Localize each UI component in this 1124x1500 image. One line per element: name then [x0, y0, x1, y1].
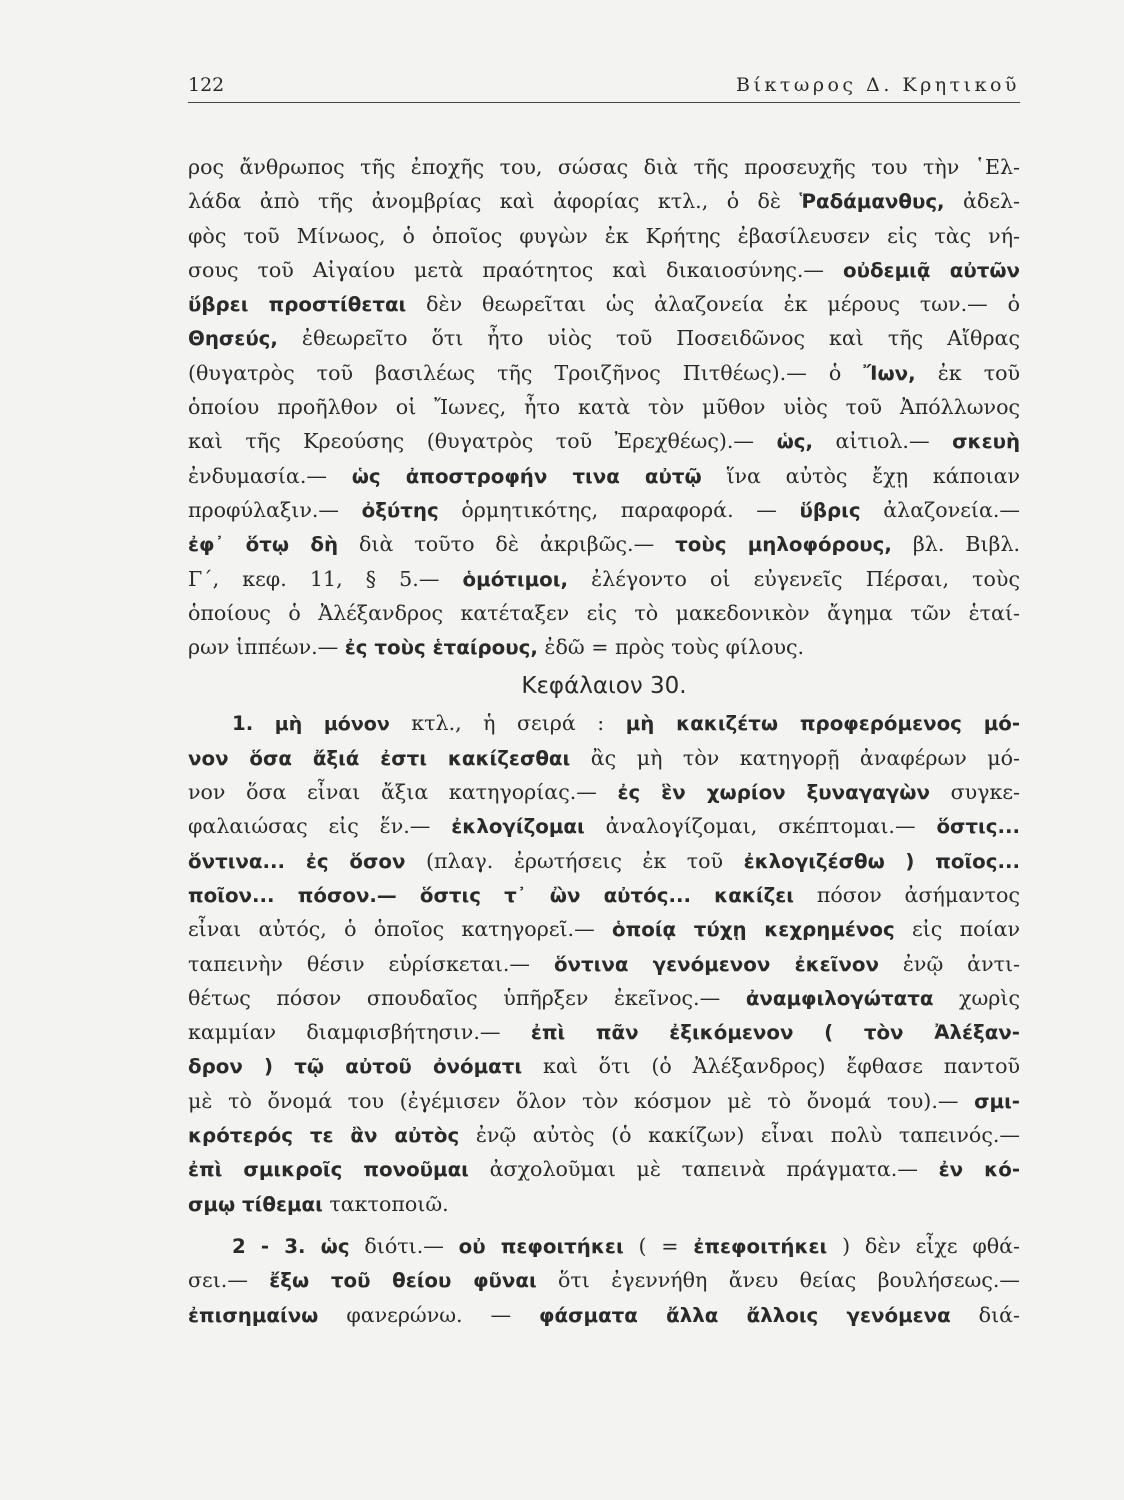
chapter-heading: Κεφάλαιον 30. [521, 673, 687, 700]
term: ἐφ᾿ ὅτῳ δὴ [188, 533, 339, 557]
text-line: δρον ) τῷ αὐτοῦ ὀνόματι καὶ ὅτι (ὁ Ἀλέξανδρος) ἔφθασε παντοῦ [188, 1054, 1020, 1079]
term: ὁμότιμοι, [462, 567, 568, 591]
term: μὴ μόνον [274, 713, 390, 736]
text-line: ὁποίους ὁ Ἀλέξανδρος κατέταξεν εἰς τὸ μακεδονικὸν ἄγημα τῶν ἑταί- [188, 600, 1020, 625]
term: 2 - 3. ὡς [232, 1234, 350, 1258]
term: ὀξύτης [361, 498, 439, 522]
term: ὕβρει προστίθεται [188, 293, 407, 317]
text-line: ταπεινὴν θέσιν εὑρίσκεται.— ὅντινα γενόμενον ἐκεῖνον ἐνῷ ἀντι- [188, 951, 1020, 976]
text-line: σμῳ τίθεμαι τακτοποιῶ. [188, 1191, 449, 1216]
term: 1. [232, 712, 254, 736]
term: τοὺς μηλοφόρους, [675, 533, 892, 557]
text-line: ρων ἱππέων.— ἐς τοὺς ἑταίρους, ἐδῶ = πρὸς τοὺς φίλους. [188, 635, 805, 660]
text-line: νον ὅσα ἄξιά ἐστι κακίζεσθαι ἂς μὴ τὸν κατηγορῇ ἀναφέρων μό- [188, 745, 1020, 770]
text-line: λάδα ἀπὸ τῆς ἀνομβρίας καὶ ἀφορίας κτλ., ὁ δὲ Ῥαδάμανθυς, ἀδελ- [188, 189, 1020, 214]
term: μὴ κακιζέτω προφερόμενος μό- [625, 712, 1020, 736]
term: Ῥαδάμανθυς, [799, 190, 945, 214]
term: οὐδεμιᾷ αὐτῶν [843, 258, 1020, 282]
text-line: ἐφ᾿ ὅτῳ δὴ διὰ τοῦτο δὲ ἀκριβῶς.— τοὺς μηλοφόρους, βλ. Βιβλ. [188, 532, 1020, 557]
term: ἐν κό- [938, 1158, 1020, 1182]
term: ὅντινα... ἐς ὅσον [188, 849, 406, 873]
term: ἐπισημαίνω [188, 1303, 319, 1327]
text-line: ρος ἄνθρωπος τῆς ἐποχῆς του, σώσας διὰ τῆς προσευχῆς του τὴν ῾Ελ- [188, 155, 1020, 179]
term: ἀναμφιλογώτατα [745, 986, 934, 1010]
running-title: Βίκτωρος Δ. Κρητικοῦ [736, 74, 1020, 96]
text-line: φαλαιώσας εἰς ἕν.— ἐκλογίζομαι ἀναλογίζομαι, σκέπτομαι.— ὅστις... [188, 814, 1020, 839]
term: ἐπὶ σμικροῖς πονοῦμαι [188, 1158, 469, 1182]
term: ὕβρις [799, 498, 861, 522]
text-line: ὁποίου προῆλθον οἱ Ἴωνες, ἦτο κατὰ τὸν μῦθον υἱὸς τοῦ Ἀπόλλωνος [188, 395, 1020, 420]
page-number: 122 [188, 74, 225, 96]
term: ἐπὶ πᾶν ἐξικόμενον ( τὸν Ἀλέξαν- [530, 1021, 1020, 1045]
body-text [188, 150, 1020, 1332]
page-header [188, 72, 1020, 103]
text-line: ποῖον... πόσον.— ὅστις τ᾿ ὢν αὐτός... κακίζει πόσον ἀσήμαντος [188, 882, 1020, 907]
text-line: Γ΄, κεφ. 11, § 5.— ὁμότιμοι, ἐλέγοντο οἱ εὐγενεῖς Πέρσαι, τοὺς [188, 566, 1020, 591]
term: ἐκλογιζέσθω [743, 849, 885, 873]
text-line: ἐπὶ σμικροῖς πονοῦμαι ἀσχολοῦμαι μὲ ταπεινὰ πράγματα.— ἐν κό- [188, 1157, 1020, 1182]
text-line: κρότερός τε ἂν αὐτὸς ἐνῷ αὐτὸς (ὁ κακίζων) εἶναι πολὺ ταπεινός.— [188, 1123, 1020, 1148]
text-line: σους τοῦ Αἰγαίου μετὰ πραότητος καὶ δικαιοσύνης.— οὐδεμιᾷ αὐτῶν [188, 257, 1020, 282]
term: ὅντινα γενόμενον ἐκεῖνον [553, 952, 879, 976]
term: σκευὴ [952, 430, 1020, 454]
term: οὐ πεφοιτήκει [458, 1234, 624, 1258]
text-line: 1. μὴ μόνον κτλ., ἡ σειρά : μὴ κακιζέτω προφερόμενος μό- [232, 711, 1020, 736]
term: ὡς, [776, 430, 813, 454]
term: ὁποίᾳ τύχῃ κεχρημένος [612, 918, 895, 942]
term: ὅστις... [936, 815, 1020, 839]
term: σμῳ τίθεμαι [188, 1192, 323, 1216]
text-line: ἐνδυμασία.— ὡς ἀποστροφήν τινα αὐτῷ ἵνα αὐτὸς ἔχῃ κάποιαν [188, 463, 1020, 488]
term: φάσματα ἄλλα ἄλλοις γενόμενα [539, 1303, 951, 1327]
text-line: σει.— ἔξω τοῦ θείου φῦναι ὅτι ἐγεννήθη ἄνευ θείας βουλήσεως.— [188, 1268, 1020, 1293]
text-line: (θυγατρὸς τοῦ βασιλέως τῆς Τροιζῆνος Πιτθέως).— ὁ Ἴων, ἐκ τοῦ [188, 360, 1020, 385]
text-line: εἶναι αὐτός, ὁ ὁποῖος κατηγορεῖ.— ὁποίᾳ τύχῃ κεχρημένος εἰς ποίαν [188, 917, 1020, 942]
text-line: μὲ τὸ ὄνομά του (ἐγέμισεν ὅλον τὸν κόσμον μὲ τὸ ὄνομά του).— σμι- [188, 1088, 1020, 1113]
text-line: ἐπισημαίνω φανερώνω. — φάσματα ἄλλα ἄλλοις γενόμενα διά- [188, 1302, 1020, 1327]
text-line: 2 - 3. ὡς διότι.— οὐ πεφοιτήκει ( = ἐπεφοιτήκει ) δὲν εἶχε φθά- [232, 1233, 1020, 1258]
term: Θησεύς, [188, 327, 278, 351]
text-line: προφύλαξιν.— ὀξύτης ὁρμητικότης, παραφορά. — ὕβρις ἀλαζονεία.— [188, 497, 1020, 522]
term: σμι- [974, 1089, 1020, 1113]
term: Ἴων, [863, 361, 916, 385]
term: ἔξω τοῦ θείου φῦναι [269, 1269, 537, 1293]
text-line: καὶ τῆς Κρεούσης (θυγατρὸς τοῦ Ἐρεχθέως).— ὡς, αἰτιολ.— σκευὴ [188, 429, 1020, 454]
text-line: ὕβρει προστίθεται δὲν θεωρεῖται ὡς ἀλαζονεία ἐκ μέρους των.— ὁ [188, 292, 1020, 317]
term: δρον ) τῷ αὐτοῦ ὀνόματι [188, 1055, 523, 1079]
term: ) ποῖος... [905, 849, 1020, 873]
term: νον ὅσα ἄξιά ἐστι κακίζεσθαι [188, 746, 571, 770]
text-line: Θησεύς, ἐθεωρεῖτο ὅτι ἦτο υἱὸς τοῦ Ποσειδῶνος καὶ τῆς Αἴθρας [188, 326, 1020, 351]
term: ὡς ἀποστροφήν τινα αὐτῷ [351, 464, 702, 488]
text-line: φὸς τοῦ Μίνωος, ὁ ὁποῖος φυγὼν ἐκ Κρήτης ἐβασίλευσεν εἰς τὰς νή- [188, 223, 1020, 248]
text-line: νον ὅσα εἶναι ἄξια κατηγορίας.— ἐς ἓν χωρίον ξυναγαγὼν συγκε- [188, 780, 1020, 805]
term: ἐς τοὺς ἑταίρους, [344, 636, 538, 660]
term: ἐκλογίζομαι [451, 815, 585, 839]
term: κρότερός τε ἂν αὐτὸς [188, 1124, 460, 1148]
term: ποῖον... πόσον.— ὅστις τ᾿ ὢν αὐτός... κακίζει [188, 883, 794, 907]
text-line: καμμίαν διαμφισβήτησιν.— ἐπὶ πᾶν ἐξικόμενον ( τὸν Ἀλέξαν- [188, 1020, 1020, 1045]
term: ἐς ἓν χωρίον ξυναγαγὼν [617, 781, 930, 805]
text-line: θέτως πόσον σπουδαῖος ὑπῆρξεν ἐκεῖνος.— ἀναμφιλογώτατα χωρὶς [188, 985, 1020, 1010]
text-line: ὅντινα... ἐς ὅσον (πλαγ. ἐρωτήσεις ἐκ τοῦ ἐκλογιζέσθω ) ποῖος... [188, 848, 1020, 873]
paragraph-gap [188, 1221, 1020, 1229]
term: ἐπεφοιτήκει [693, 1234, 828, 1258]
